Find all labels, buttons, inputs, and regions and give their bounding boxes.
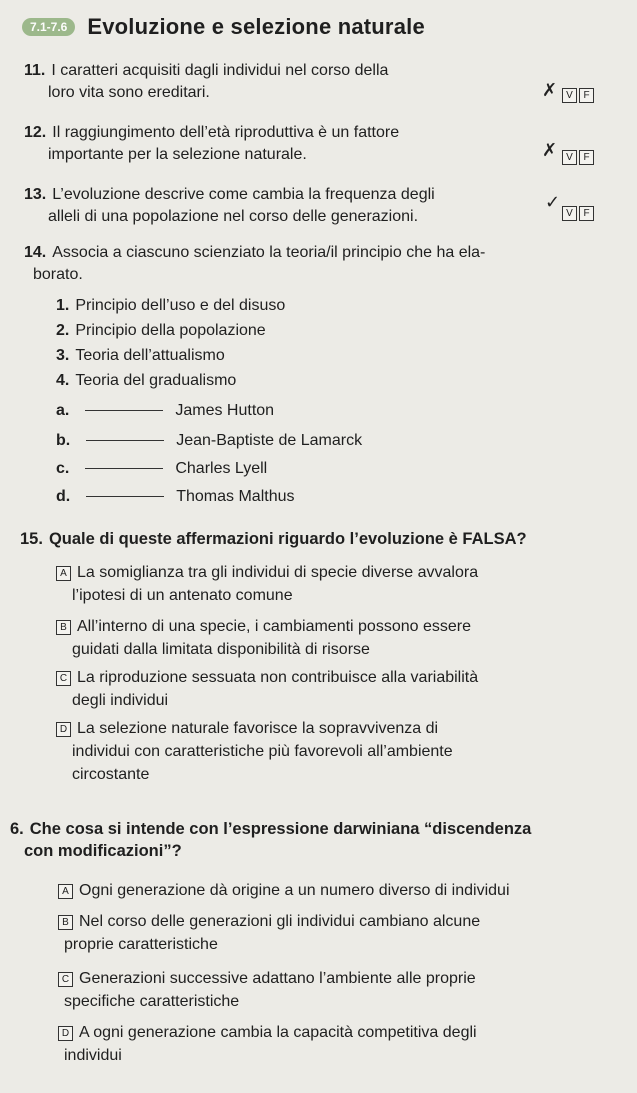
q13-check-mark: ✓ xyxy=(545,192,561,212)
question-12: 12. Il raggiungimento dell’età riproduttiva è un fattore importante per la selezione naturale. xyxy=(24,124,400,163)
q13-true-box[interactable]: V xyxy=(562,206,577,221)
scientist-item: b. Jean-Baptiste de Lamarck xyxy=(56,432,363,449)
scientist-item: d. Thomas Malthus xyxy=(56,488,295,505)
section-title: Evoluzione e selezione naturale xyxy=(87,14,425,39)
option-letter-box: D xyxy=(56,722,71,737)
q15-option-c[interactable]: C La riproduzione sessuata non contribuisce alla variabilità degli individui xyxy=(56,666,626,712)
answer-blank[interactable] xyxy=(85,468,163,469)
scientist-item: a. James Hutton xyxy=(56,402,275,419)
option-letter-box: A xyxy=(56,566,71,581)
q11-true-box[interactable]: V xyxy=(562,88,577,103)
question-16: 6. Che cosa si intende con l’espressione darwiniana “discendenza con modificazioni”? xyxy=(10,820,532,860)
q11-cross-mark: ✗ xyxy=(542,80,558,100)
q15-option-a[interactable]: A La somiglianza tra gli individui di specie diverse avvalora l’ipotesi di un antenato comune xyxy=(56,561,626,607)
question-11: 11. I caratteri acquisiti dagli individui nel corso della loro vita sono ereditari. xyxy=(24,62,389,101)
option-letter-box: B xyxy=(56,620,71,635)
option-letter-box: A xyxy=(58,884,73,899)
question-14: 14. Associa a ciascuno scienziato la teoria/il principio che ha ela- borato. xyxy=(24,244,486,283)
q12-true-false xyxy=(560,150,594,165)
q15-option-d[interactable]: D La selezione naturale favorisce la sopravvivenza di individui con caratteristiche più favorevoli all’ambiente circostante xyxy=(56,717,626,786)
q16-option-a[interactable]: A Ogni generazione dà origine a un numero diverso di individui xyxy=(58,879,633,902)
option-letter-box: C xyxy=(56,671,71,686)
q12-true-box[interactable]: V xyxy=(562,150,577,165)
option-letter-box: D xyxy=(58,1026,73,1041)
q16-option-c[interactable]: C Generazioni successive adattano l’ambiente alle proprie specifiche caratteristiche xyxy=(58,967,633,1013)
theory-item: 4. Teoria del gradualismo xyxy=(56,372,237,389)
option-letter-box: B xyxy=(58,915,73,930)
q16-option-b[interactable]: B Nel corso delle generazioni gli individui cambiano alcune proprie caratteristiche xyxy=(58,910,633,956)
question-13: 13. L’evoluzione descrive come cambia la frequenza degli alleli di una popolazione nel corso delle generazioni. xyxy=(24,186,435,225)
q11-true-false xyxy=(560,88,594,103)
section-badge: 7.1-7.6 xyxy=(22,18,75,36)
answer-blank[interactable] xyxy=(85,410,163,411)
q13-true-false xyxy=(560,206,594,221)
scientist-item: c. Charles Lyell xyxy=(56,460,268,477)
theory-item: 3. Teoria dell’attualismo xyxy=(56,347,225,364)
theory-item: 2. Principio della popolazione xyxy=(56,322,266,339)
q16-option-d[interactable]: D A ogni generazione cambia la capacità competitiva degli individui xyxy=(58,1021,633,1067)
answer-blank[interactable] xyxy=(86,440,164,441)
option-letter-box: C xyxy=(58,972,73,987)
answer-blank[interactable] xyxy=(86,496,164,497)
q13-false-box[interactable]: F xyxy=(579,206,594,221)
q15-option-b[interactable]: B All’interno di una specie, i cambiamenti possono essere guidati dalla limitata disponibilità di risorse xyxy=(56,615,626,661)
q11-false-box[interactable]: F xyxy=(579,88,594,103)
section-header xyxy=(22,14,425,40)
q12-false-box[interactable]: F xyxy=(579,150,594,165)
question-15: 15. Quale di queste affermazioni riguardo l’evoluzione è FALSA? xyxy=(20,530,527,548)
q12-cross-mark: ✗ xyxy=(542,140,558,160)
theory-item: 1. Principio dell’uso e del disuso xyxy=(56,297,286,314)
